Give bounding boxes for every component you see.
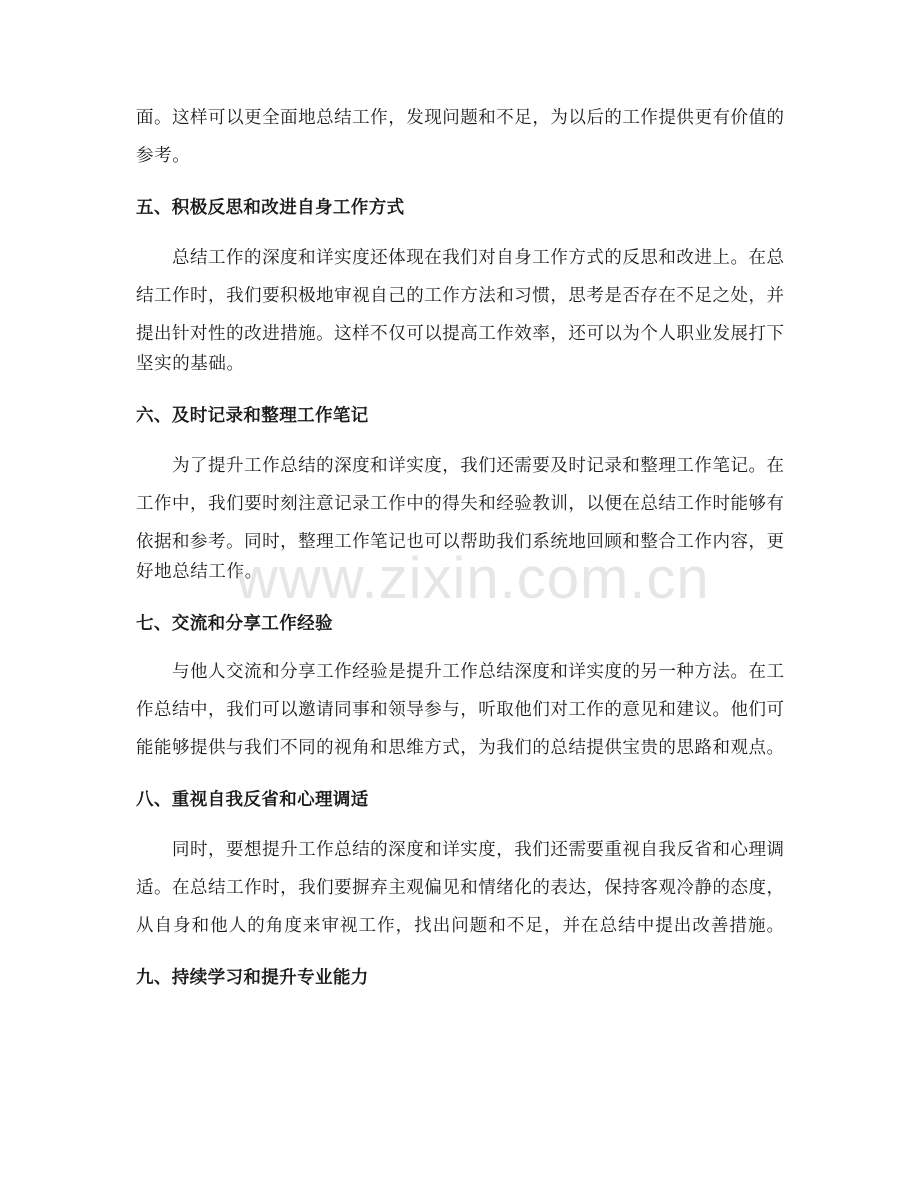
section-6-line-4: 好地总结工作。: [136, 562, 263, 582]
section-7-line-2: 作总结中，我们可以邀请同事和领导参与，听取他们对工作的意见和建议。他们可: [136, 700, 784, 720]
section-8-line-2: 适。在总结工作时，我们要摒弃主观偏见和情绪化的表达，保持客观冷静的态度，: [136, 878, 784, 898]
section-heading-9: 九、持续学习和提升专业能力: [136, 968, 369, 988]
section-5-line-1: 总结工作的深度和详实度还体现在我们对自身工作方式的反思和改进上。在总: [172, 248, 784, 268]
section-heading-7: 七、交流和分享工作经验: [136, 614, 333, 634]
section-6-line-2: 工作中，我们要时刻注意记录工作中的得失和经验教训，以便在总结工作时能够有: [136, 494, 784, 514]
intro-line-2: 参考。: [136, 146, 191, 166]
section-heading-6: 六、及时记录和整理工作笔记: [136, 406, 369, 426]
section-7-line-1: 与他人交流和分享工作经验是提升工作总结深度和详实度的另一种方法。在工: [172, 662, 784, 682]
section-5-line-2: 结工作时，我们要积极地审视自己的工作方法和习惯，思考是否存在不足之处，并: [136, 286, 784, 306]
section-8-line-3: 从自身和他人的角度来审视工作，找出问题和不足，并在总结中提出改善措施。: [136, 916, 784, 936]
intro-line-1: 面。这样可以更全面地总结工作，发现问题和不足，为以后的工作提供更有价值的: [136, 108, 784, 128]
watermark: www.zixin.com.cn: [236, 546, 710, 611]
section-6-line-1: 为了提升工作总结的深度和详实度，我们还需要及时记录和整理工作笔记。在: [172, 456, 784, 476]
section-5-line-4: 坚实的基础。: [136, 354, 245, 374]
section-5-line-3: 提出针对性的改进措施。这样不仅可以提高工作效率，还可以为个人职业发展打下: [136, 324, 784, 344]
section-8-line-1: 同时，要想提升工作总结的深度和详实度，我们还需要重视自我反省和心理调: [172, 840, 784, 860]
section-heading-8: 八、重视自我反省和心理调适: [136, 790, 369, 810]
section-heading-5: 五、积极反思和改进自身工作方式: [136, 198, 405, 218]
section-6-line-3: 依据和参考。同时，整理工作笔记也可以帮助我们系统地回顾和整合工作内容，更: [136, 532, 784, 552]
section-7-line-3: 能能够提供与我们不同的视角和思维方式，为我们的总结提供宝贵的思路和观点。: [136, 738, 784, 758]
